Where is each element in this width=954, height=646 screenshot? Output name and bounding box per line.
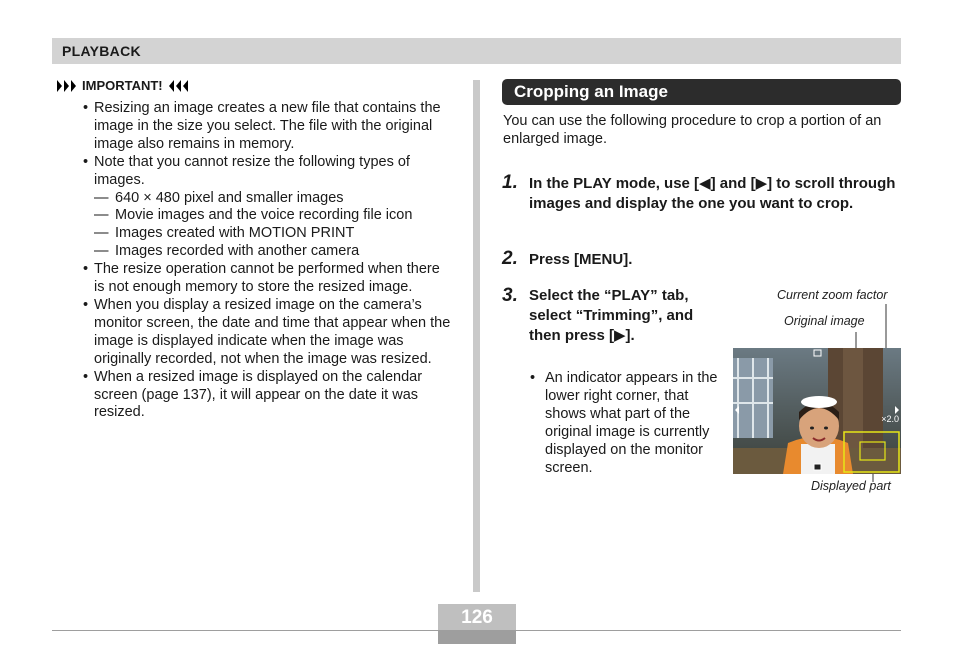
- step-number: 1.: [502, 172, 518, 193]
- sub-list-item: — Images recorded with another camera: [80, 243, 452, 261]
- section-title-bar: [502, 79, 901, 105]
- step-number: 3.: [502, 285, 518, 306]
- page-number: 126: [438, 604, 516, 630]
- caption-displayed: Displayed part: [811, 479, 891, 493]
- header-bar: [52, 38, 901, 64]
- example-photo: [733, 348, 901, 474]
- zoom-indicator: ×2.0: [881, 414, 899, 424]
- sub-list-item: — 640 × 480 pixel and smaller images: [80, 190, 452, 208]
- list-item: • Note that you cannot resize the following types of images.: [80, 154, 452, 190]
- list-item: • The resize operation cannot be performed when there is not enough memory to store the resized image.: [80, 261, 452, 297]
- step-text: Press [MENU].: [529, 251, 633, 268]
- important-list: [80, 100, 452, 422]
- step-text: Select the “PLAY” tab, select “Trimming”, and then press [▶].: [529, 287, 694, 344]
- caption-zoom: Current zoom factor: [777, 288, 888, 302]
- section-title: Cropping an Image: [514, 82, 668, 101]
- important-heading: [54, 78, 191, 93]
- sub-list-item: — Movie images and the voice recording file icon: [80, 207, 452, 225]
- step-number: 2.: [502, 248, 518, 269]
- intro-text: You can use the following procedure to crop a portion of an enlarged image.: [503, 113, 882, 147]
- list-item: • When you display a resized image on the camera’s monitor screen, the date and time that appear when the image is displayed indicate when the image was originally recorded, not when the image was resized.: [80, 297, 452, 369]
- important-label: IMPORTANT!: [82, 78, 163, 93]
- section-header: PLAYBACK: [62, 43, 141, 59]
- list-item: • Resizing an image creates a new file that contains the image in the size you select. The file with the original image also remains in memory.: [80, 100, 452, 154]
- page-number-base: [438, 630, 516, 644]
- step-text: In the PLAY mode, use [◀] and [▶] to scroll through images and display the one you want to crop.: [529, 175, 896, 212]
- step3-bullet: • An indicator appears in the lower right corner, that shows what part of the original image is currently displayed on the monitor screen.: [530, 370, 725, 477]
- caption-original: Original image: [784, 314, 865, 328]
- important-right-icon: [166, 80, 188, 92]
- list-item: • When a resized image is displayed on the calendar screen (page 137), it will appear on the date it was resized.: [80, 369, 452, 423]
- important-left-icon: [57, 80, 79, 92]
- sub-list-item: — Images created with MOTION PRINT: [80, 225, 452, 243]
- column-divider: [473, 80, 480, 592]
